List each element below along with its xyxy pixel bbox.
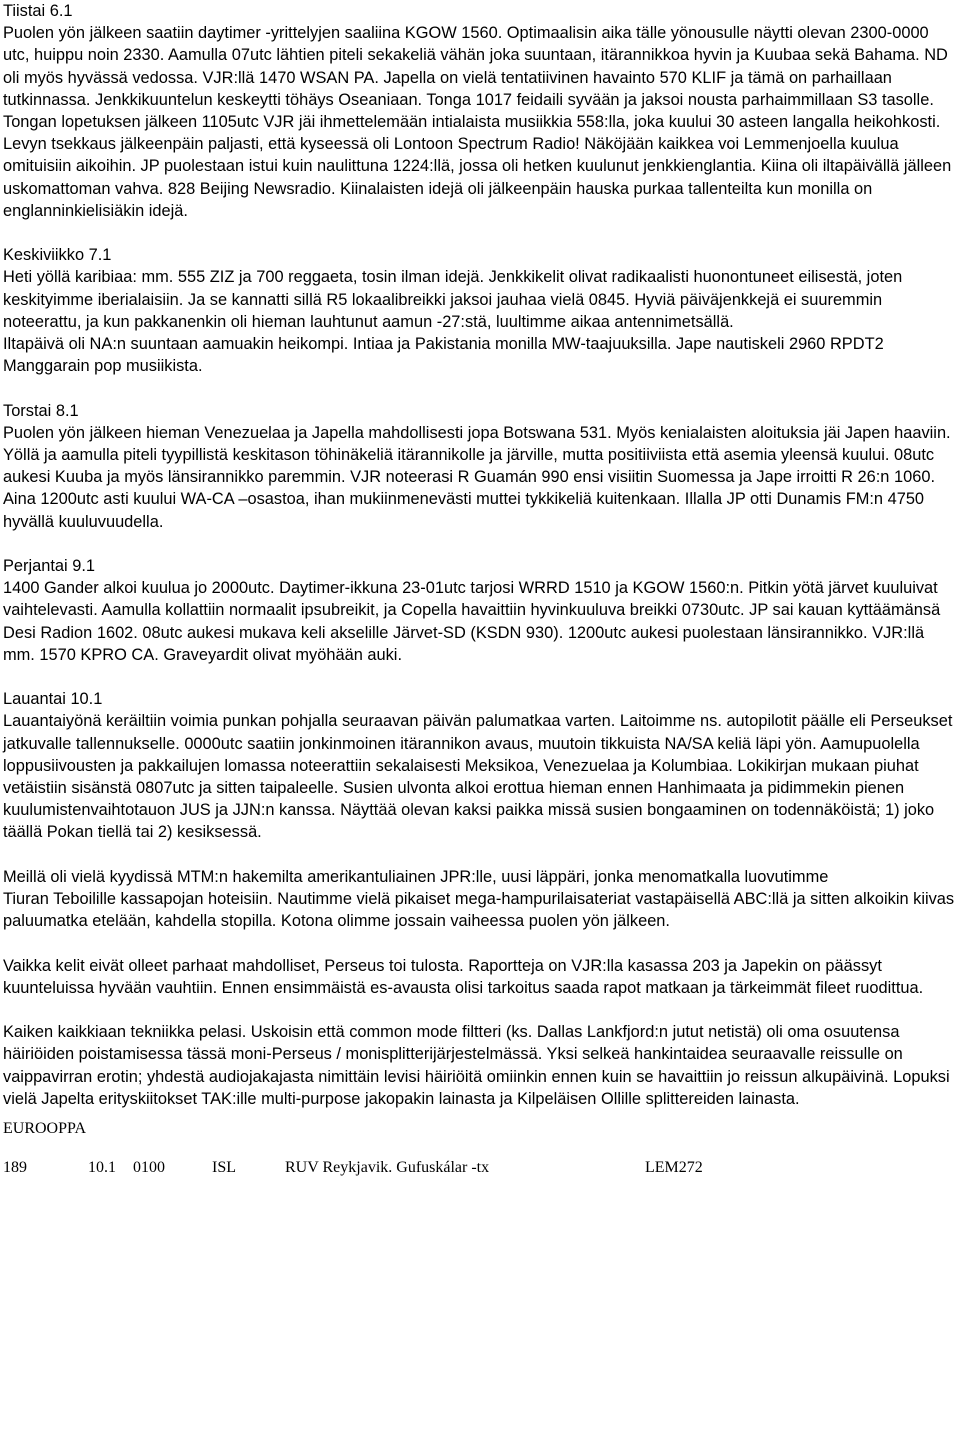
- log-country: ISL: [212, 1159, 236, 1177]
- paragraph: Iltapäivä oli NA:n suuntaan aamuakin heikompi. Intiaa ja Pakistania monilla MW-taajuuksilla. Jape nautiskeli 2960 RPDT2 Manggarain pop musiikista.: [3, 335, 884, 376]
- day-heading: Perjantai 9.1: [3, 557, 96, 576]
- paragraph: Puolen yön jälkeen saatiin daytimer -yrittelyjen saaliina KGOW 1560. Optimaalisin aika tälle yönousulle näytti olevan 2300-0000 utc, huippu noin 2330. Aamulla 07utc lähtien piteli sekakeliä vähän joka suuntaan, itärannikkoa hyvin ja Kuubaa sekä Bahama. ND oli myös hyvässä vedossa. VJR:llä 1470 WSAN PA. Japella on vielä tentatiivinen havainto 570 KLIF ja tämä on parhaillaan tutkinnassa. Jenkkikuuntelun keskeytti töhäys Oseaniaan. Tonga 1017 feidaili syvään ja jaksoi nousta parhaimmillaan S3 tasolle. Tongan lopetuksen jälkeen 1105utc VJR jäi ihmettelemään intialaista musiikkia 558:lla, joka kuului 30 asteen langalla heikohkosti. Levyn tsekkaus jälkeenpäin paljasti, että kyseessä oli Lontoon Spectrum Radio! Näköjään kaikkea voi Lemmenjoella kuulua omituisiin aikoihin. JP puolestaan istui kuin naulittuna 1224:llä, jossa oli hetken kuulunut jenkkienglantia. Kiina oli iltapäivällä jälleen uskomattoman vahva. 828 Beijing Newsradio. Kiinalaisten idejä oli jälkeenpäin hauska purkaa tallenteilta kun monilla on englanninkielisiäkin idejä.: [3, 24, 952, 220]
- paragraph: Kaiken kaikkiaan tekniikka pelasi. Uskoisin että common mode filtteri (ks. Dallas Lankfjord:n jutut netistä) oli oma osuutensa häiriöiden poistamisessa tässä moni-Perseus / monisplitterijärjestelmässä. Yksi selkeä hankintaidea seuraavalle reissulle on vaippavirran erotin; yhdestä audiojakajasta nimittäin levisi häiriöitä omiinkin ennen kuin se havaittiin jo reissun alkupäivinä. Lopuksi vielä Japelta erityskiitokset TAK:ille multi-purpose jakopakin lainasta ja Kilpeläisen Ollille splittereiden lainasta.: [3, 1023, 950, 1108]
- log-section-title: EUROOPPA: [3, 1120, 86, 1138]
- technology-paragraph-block: [3, 1021, 955, 1110]
- log-table-row: [3, 1157, 955, 1179]
- day-heading: Tiistai 6.1: [3, 2, 73, 20]
- day-heading: Keskiviikko 7.1: [3, 246, 112, 265]
- log-date: 10.1: [88, 1159, 116, 1177]
- day-heading: Lauantai 10.1: [3, 690, 103, 709]
- document-page: [3, 0, 955, 1179]
- log-frequency: 189: [3, 1159, 27, 1177]
- day-section-tuesday: [3, 0, 955, 222]
- paragraph: Lauantaiyönä keräiltiin voimia punkan pohjalla seuraavan päivän palumatkaa varten. Laitoimme ns. autopilotit päälle eli Perseukset jatkuvalle tallennukselle. 0000utc saatiin jonkinmoinen itärannikon avaus, muutoin tikkuista NA/SA keliä läpi yön. Aamupuolella loppusiivousten ja pakkailujen lomassa noteerattiin sekalaisesti Meksikoa, Venezuelaa ja Kolumbiaa. Lokikirjan mukaan piuhat vetäistiin sisänstä 0807utc ja sitten taipaleelle. Susien ulvonta alkoi erottua hieman ennen Hanhimaata ja pidimmekin pienen kuulumistenvaihtotauon JUS ja JJN:n kanssa. Näyttää olevan kaksi paikka missä susien bongaaminen on todennäköistä; 1) joko täällä Pokan tiellä tai 2) kesiksessä.: [3, 712, 953, 842]
- day-section-thursday: [3, 400, 955, 533]
- day-section-saturday: [3, 688, 955, 843]
- log-time: 0100: [133, 1159, 165, 1177]
- day-heading: Torstai 8.1: [3, 401, 79, 420]
- paragraph: Heti yöllä karibiaa: mm. 555 ZIZ ja 700 reggaeta, tosin ilman idejä. Jenkkikelit olivat radikaalisti huonontuneet eilisestä, joten keskityimme iberialaisiin. Ja se kannatti sillä R5 lokaalibreikki jaksoi jauhaa vielä 0845. Hyviä päiväjenkkejä ei suuremmin noteerattu, ja kun pakkanenkin oli hieman lauhtunut aamun -27:stä, luultimme aikaa antennimetsällä.: [3, 268, 903, 331]
- paragraph: Vaikka kelit eivät olleet parhaat mahdolliset, Perseus toi tulosta. Raportteja on VJR:lla kasassa 203 ja Japekin on päässyt kuunteluissa hyvään vauhtiin. Ennen ensimmäistä es-avausta olisi tarkoitus saada rapot matkaan ja tärkeimmät fileet ruodittua.: [3, 956, 924, 997]
- paragraph: Meillä oli vielä kyydissä MTM:n hakemilta amerikantuliainen JPR:lle, uusi läppäri, jonka menomatkalla luovutimme: [3, 867, 829, 886]
- paragraph: 1400 Gander alkoi kuulua jo 2000utc. Daytimer-ikkuna 23-01utc tarjosi WRRD 1510 ja KGOW 1560:n. Pitkin yötä järvet kuuluivat vaihtelevasti. Aamulla kollattiin normaalit ipsubreikit, ja Copella havaittiin hyvinkuuluva breikki 0730utc. JP sai kauan kyttäämänsä Desi Radion 1602. 08utc aukesi mukava keli akselille Järvet-SD (KSDN 930). 1200utc aukesi puolestaan länsirannikko. VJR:llä mm. 1570 KPRO CA. Graveyardit olivat myöhään auki.: [3, 579, 941, 664]
- paragraph: Tiuran Teboilille kassapojan hoteisiin. Nautimme vielä pikaiset mega-hampurilaisateriat vastapäisellä ABC:llä ja sitten alkoikin kiivas paluumatka etelään, kahdella stopilla. Kotona olimme jossain vaiheessa puolen yön jälkeen.: [3, 890, 955, 931]
- log-station: RUV Reykjavik. Gufuskálar -tx: [285, 1159, 490, 1177]
- log-code: LEM272: [645, 1159, 703, 1177]
- laptop-paragraph-block: [3, 866, 955, 933]
- paragraph: Puolen yön jälkeen hieman Venezuelaa ja Japella mahdollisesti jopa Botswana 531. Myös kenialaisten aloituksia jäi Japen haaviin. Yöllä ja aamulla piteli tyypillistä keskitason töhinäkeliä itärannikolle ja järville, mutta positiiviista että asemia yleensä kuului. 08utc aukesi Kuuba ja myös länsirannikko paremmin. VJR noteerasi R Guamán 990 ensi visiitin Suomessa ja Jape irroitti R 26:n 1060. Aina 1200utc asti kuului WA-CA –osastoa, ihan mukiinmenevästi muttei tykkikeliä kuitenkaan. Illalla JP otti Dunamis FM:n 4750 hyvällä kuuluvuudella.: [3, 423, 951, 531]
- day-section-friday: [3, 555, 955, 666]
- results-paragraph-block: [3, 955, 955, 999]
- day-section-wednesday: [3, 244, 955, 377]
